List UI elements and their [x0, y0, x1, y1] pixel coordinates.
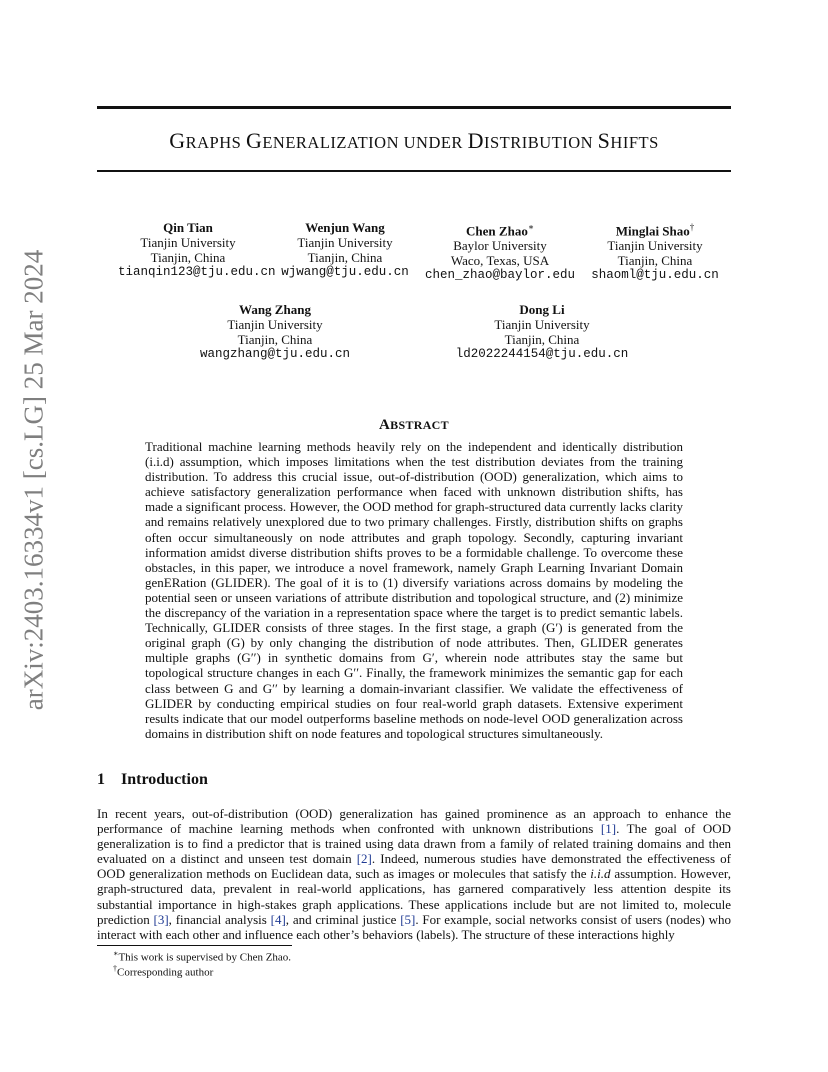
- author-block: [447, 302, 637, 362]
- intro-text: assumption. However, graph-structured data, prevalent in real-world applications, has garnered comparatively less attention despite its substantial importance in high-stakes graph applications. These applications include but are not limited to, molecule prediction: [97, 866, 731, 927]
- intro-text: . Indeed, numerous studies have demonstrated the effectiveness of OOD generalization methods on Euclidean data, such as images or molecules that satisfy the: [97, 851, 731, 882]
- section-number: 1: [97, 771, 105, 788]
- author-affiliation: Tianjin University: [140, 235, 236, 250]
- arxiv-sidebar: [0, 0, 60, 1072]
- author-location: Tianjin, China: [504, 332, 580, 347]
- author-email[interactable]: chen_zhao@baylor.edu: [424, 268, 576, 283]
- author-name: Wenjun Wang: [305, 220, 385, 235]
- footnote-rule: [97, 945, 292, 946]
- title-rest: ISTRIBUTION: [483, 133, 598, 152]
- author-block: [118, 220, 276, 280]
- intro-italic: i.i.d: [590, 866, 611, 882]
- citation-link[interactable]: [3]: [153, 911, 169, 927]
- footnote-text: Corresponding author: [117, 966, 214, 979]
- author-name: Chen Zhao∗: [466, 222, 534, 239]
- intro-text: In recent years, out-of-distribution (OOD) generalization has gained prominence as an approach to enhance the performance of machine learning methods when confronted with unknown distributions: [97, 806, 731, 837]
- author-affiliation: Tianjin University: [607, 238, 703, 254]
- title-rest: ENERALIZATION UNDER: [262, 133, 468, 152]
- author-email[interactable]: ld2022244154@tju.edu.cn: [455, 347, 629, 361]
- author-footnote-mark: ∗: [527, 222, 534, 232]
- title-rest: RAPHS: [185, 133, 246, 152]
- author-location: Waco, Texas, USA: [450, 253, 550, 269]
- title-rule-top: [97, 106, 731, 109]
- author-affiliation: Tianjin University: [297, 235, 393, 250]
- abstract-text: Traditional machine learning methods heavily rely on the independent and identically distribution (i.i.d) assumption, which imposes limitations when the test distribution deviates from the training distribution. To address this crucial issue, out-of-distribution (OOD) generalization, which aims to achieve satisfactory generalization performance when faced with unknown distribution shifts, has made a significant process. However, the OOD method for graph-structured data currently lacks clarity and remains relatively unexplored due to two primary challenges. Firstly, distribution shifts on graphs often occur simultaneously on node attributes and graph topology. Secondly, capturing invariant information amidst diverse distribution shifts proves to be a formidable challenge. To overcome these obstacles, in this paper, we introduce a novel framework, namely Graph Learning Invariant Domain genERation (GLIDER). The goal of it is to (1) diversify variations across domains by modeling the potential seen or unseen variations of attribute distribution and topological structure, and (2) minimize the discrepancy of the variation in a representation space where the target is to predict semantic labels. Technically, GLIDER consists of three stages. In the first stage, a graph (G′) is generated from the original graph (G) by only changing the distribution of node attributes. Then, GLIDER generates multiple graphs (G′′) in synthetic domains from G′, wherein node attributes stay the same but topological structure changes in each G′′. Finally, the framework minimizes the semantic gap for each class between G and G′′ by learning a domain-invariant classifier. We validate the effectiveness of GLIDER by conducting empirical studies on four real-world graph datasets. Extensive experiment results indicate that our model outperforms baseline methods on node-level OOD generalization across domains in distribution shift on node features and topological structures simultaneously.: [145, 439, 683, 741]
- author-name: Dong Li: [519, 302, 565, 317]
- title-initial: S: [597, 128, 611, 153]
- title-initial: G: [169, 128, 186, 153]
- introduction-body: [97, 806, 731, 942]
- author-name: Qin Tian: [163, 220, 213, 235]
- author-footnote-mark: †: [689, 222, 695, 232]
- abstract-body: [145, 439, 683, 741]
- author-email[interactable]: tianqin123@tju.edu.cn: [118, 265, 276, 279]
- section-heading: [97, 771, 208, 789]
- intro-text: , financial analysis: [168, 911, 271, 927]
- author-affiliation: Baylor University: [453, 238, 547, 254]
- author-block: [585, 220, 725, 283]
- abstract-heading-rest: BSTRACT: [390, 418, 449, 432]
- author-block: [275, 220, 415, 280]
- author-name: Minglai Shao†: [615, 222, 695, 239]
- citation-link[interactable]: [2]: [356, 851, 372, 867]
- author-block: [195, 302, 355, 362]
- author-location: Tianjin, China: [237, 332, 313, 347]
- author-location: Tianjin, China: [307, 250, 383, 265]
- author-location: Tianjin, China: [617, 253, 693, 269]
- citation-link[interactable]: [1]: [600, 821, 617, 837]
- author-email[interactable]: wjwang@tju.edu.cn: [281, 265, 409, 279]
- title-initial: G: [245, 128, 263, 153]
- footnote-mark: †: [113, 964, 117, 973]
- abstract-heading-initial: A: [379, 417, 391, 433]
- section-title: Introduction: [121, 771, 208, 788]
- author-name: Wang Zhang: [239, 302, 311, 317]
- abstract-heading: [0, 417, 828, 434]
- paper-title: [0, 128, 828, 154]
- introduction-paragraph: [97, 806, 731, 942]
- arxiv-identifier: arXiv:2403.16334v1 [cs.LG] 25 Mar 2024: [18, 249, 49, 711]
- author-email[interactable]: wangzhang@tju.edu.cn: [199, 347, 351, 361]
- intro-text: , and criminal justice: [285, 911, 401, 927]
- citation-link[interactable]: [5]: [400, 911, 416, 927]
- title-initial: D: [467, 128, 484, 153]
- footnote-text: This work is supervised by Chen Zhao.: [118, 951, 292, 964]
- title-rule-bottom: [97, 170, 731, 172]
- footnote: [113, 949, 291, 964]
- citation-link[interactable]: [4]: [270, 911, 286, 927]
- author-block: [420, 220, 580, 283]
- intro-text: . The goal of OOD generalization is to find a predictor that is trained using data drawn from a family of related training domains and then evaluated on a distinct and unseen test domain: [97, 821, 731, 867]
- footnote: [113, 964, 213, 979]
- author-location: Tianjin, China: [150, 250, 226, 265]
- title-rest: HIFTS: [610, 133, 659, 152]
- author-affiliation: Tianjin University: [494, 317, 590, 332]
- author-affiliation: Tianjin University: [227, 317, 323, 332]
- footnote-mark: ∗: [113, 949, 119, 958]
- author-email[interactable]: shaoml@tju.edu.cn: [591, 268, 719, 283]
- intro-text: . For example, social networks consist of users (nodes) who interact with each other and influence each other’s behaviors (labels). The structure of these interactions highly: [97, 911, 732, 942]
